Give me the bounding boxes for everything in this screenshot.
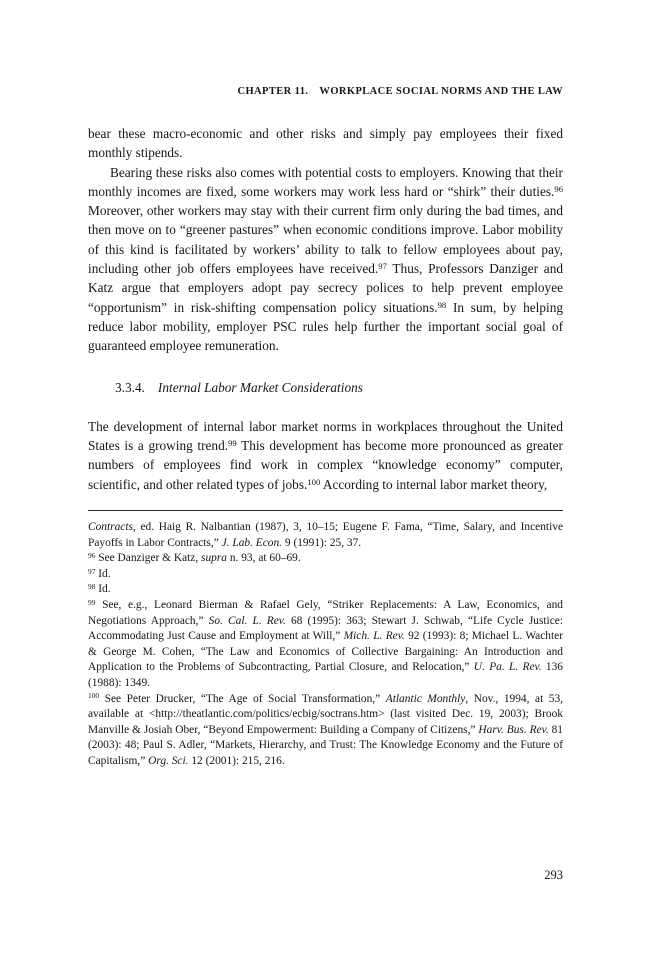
footnote-continuation: Contracts, ed. Haig R. Nalbantian (1987), 3, 10–15; Eugene F. Fama, “Time, Salary, and Incentive Payoffs in Labor Contracts,” J. Lab. Econ. 9 (1991): 25, 37. [88, 521, 563, 549]
footnote-separator [88, 510, 563, 511]
footnote-97: $^{97}$ Id. [88, 566, 111, 580]
paragraph: bear these macro-economic and other risks and simply pay employees their fixed monthly stipends. [88, 126, 563, 161]
chapter-label: CHAPTER 11. [237, 86, 309, 97]
footnote-96: $^{96}$ See Danziger & Katz, supra n. 93, at 60–69. [88, 550, 301, 565]
section-title: Internal Labor Market Considerations [157, 379, 363, 395]
footnote-99: $^{99}$ See, e.g., Leonard Bierman & Rafael Gely, “Striker Replacements: A Law, Economics, and Negotiations Approach,” So. Cal. L. Rev. 68 (1995): 363; Stewart J. Schwab, “Life Cycle Justice: Accommodating Just Cause and Employment at Will,” Mich. L. Rev. 92 (1993): 8; Michael L. Wachter & George M. Cohen, “The Law and Economics of Collective Bargaining: An Introduction and Application to the Problems of Subcontracting, Partial Closure, and Relocation,” U. Pa. L. Rev. 136 (1988): 1349. [88, 597, 563, 689]
footnote-100: $^{100}$ See Peter Drucker, “The Age of Social Transformation,” Atlantic Monthly, Nov., 1994, at 53, available at <http://theatlantic.com/politics/ecbig/soctrans.htm> (last visited Dec. 19, 2003); Brook Manville & Josiah Ober, “Beyond Empowerment: Building a Company of Citizens,” Harv. Bus. Rev. 81 (2003): 48; Paul S. Adler, “Markets, Hierarchy, and Trust: The Knowledge Economy and the Future of Capitalism,” Org. Sci. 12 (2001): 215, 216. [88, 691, 564, 767]
section-heading [115, 378, 563, 397]
section-number: 3.3.4. [115, 379, 145, 395]
page-number: 293 [544, 868, 563, 882]
footnotes [88, 520, 563, 770]
body-text [88, 124, 563, 494]
paragraph: The development of internal labor market norms in workplaces throughout the United States is a growing trend.$^{99}$ This development has become more pronounced as greater numbers of employees find work in complex “knowledge economy” computer, scientific, and other related types of jobs.$^{100}$ According to internal labor market theory, [88, 418, 563, 492]
running-head [88, 86, 563, 97]
footnote-98: $^{98}$ Id. [88, 582, 111, 596]
chapter-title: WORKPLACE SOCIAL NORMS AND THE LAW [319, 86, 563, 97]
paragraph: Bearing these risks also comes with potential costs to employers. Knowing that their monthly incomes are fixed, some workers may work less hard or “shirk” their duties.$^{96}$ Moreover, other workers may stay with their current firm only during the bad times, and then move on to “greener pastures” when economic conditions improve. Labor mobility of this kind is facilitated by workers’ ability to talk to fellow employees about pay, including other job offers employees have received.$^{97}$ Thus, Professors Danziger and Katz argue that employers adopt pay secrecy polices to help prevent employee “opportunism” in risk-shifting compensation policy situations.$^{98}$ In sum, by helping reduce labor mobility, employer PSC rules help further the important social goal of guaranteed employee remuneration. [88, 164, 563, 354]
